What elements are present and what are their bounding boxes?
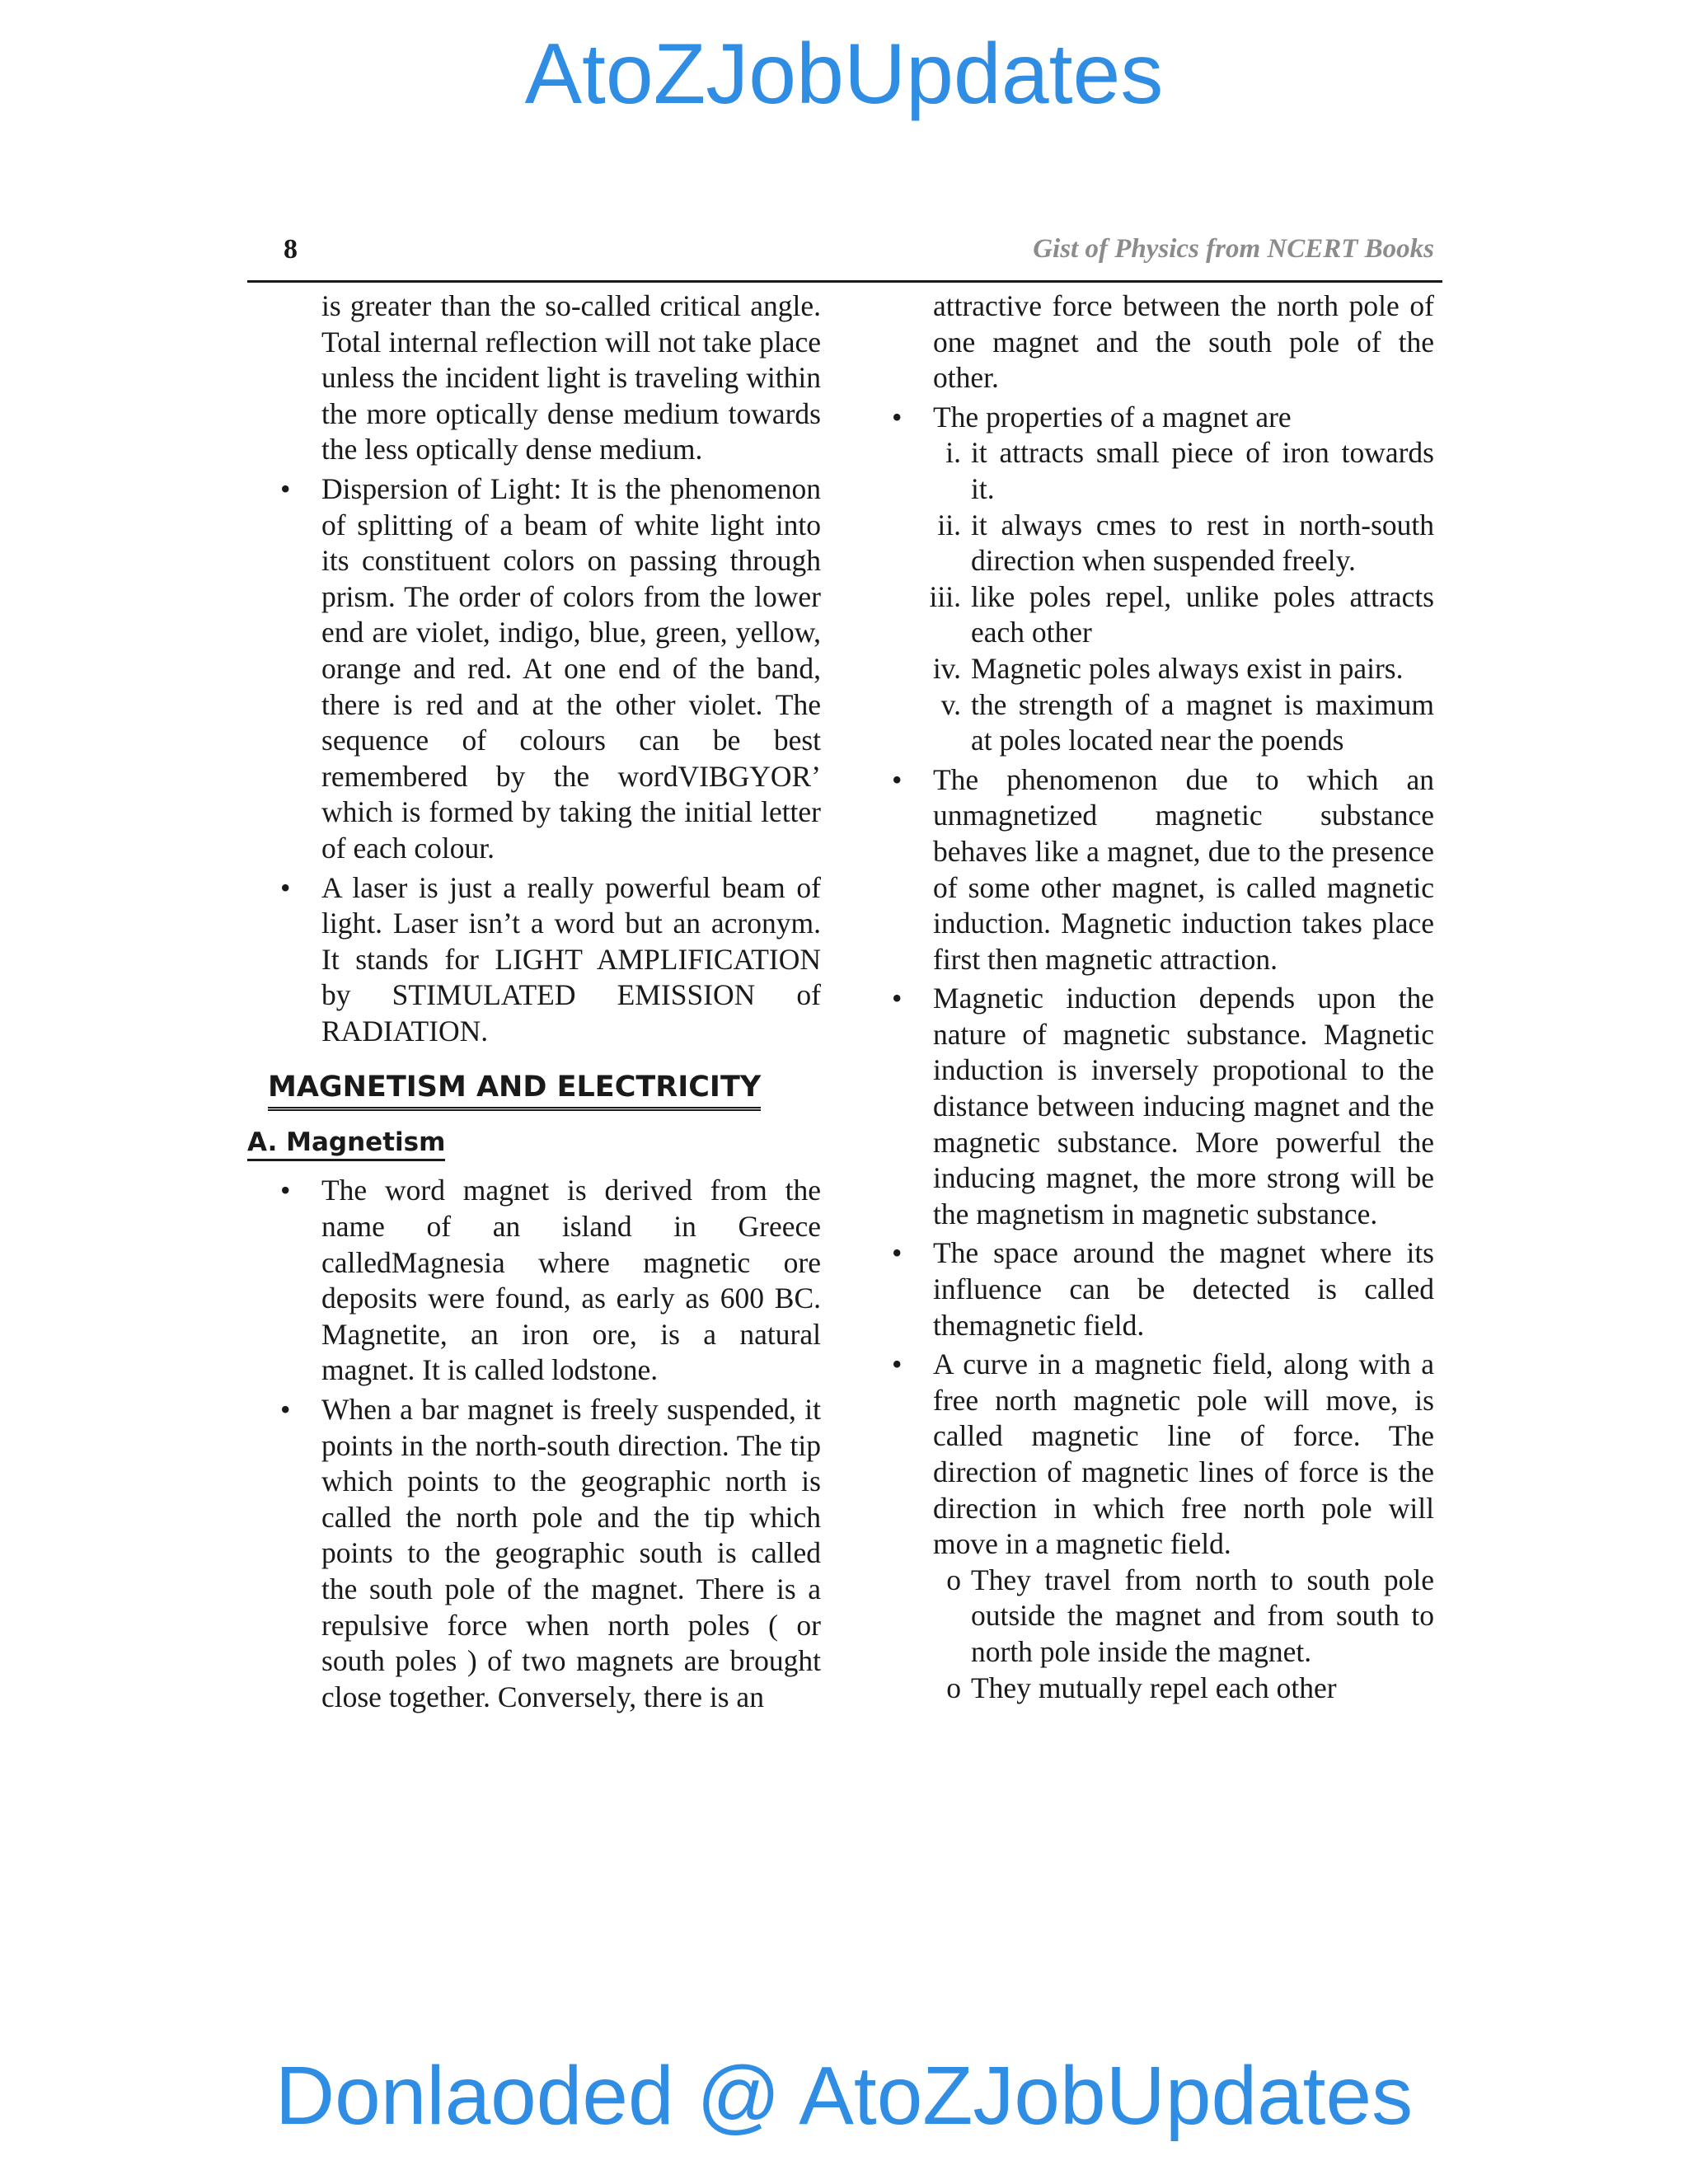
list-item-text: The properties of a magnet are bbox=[933, 400, 1292, 434]
bullet-icon: • bbox=[280, 1393, 291, 1427]
property-text: it attracts small piece of iron towards it. bbox=[971, 436, 1434, 505]
list-item bbox=[247, 1173, 821, 1389]
roman-numeral: ii. bbox=[937, 508, 961, 541]
list-item-text: The word magnet is derived from the name of an island in Greece calledMagnesia where magnetic ore deposits were found, as early as 600 BC. Magnetite, an iron ore, is a natural magnet. It is called lodstone. bbox=[321, 1174, 821, 1387]
field-line-text: They travel from north to south pole outside the magnet and from south to north pole inside the magnet. bbox=[971, 1563, 1434, 1668]
left-column bbox=[247, 288, 821, 1715]
list-item bbox=[882, 1235, 1434, 1343]
bullet-icon: • bbox=[892, 982, 903, 1015]
running-header bbox=[247, 231, 1442, 283]
property-text: it always cmes to rest in north-south direction when suspended freely. bbox=[971, 508, 1434, 578]
list-item-text: The space around the magnet where its influence can be detected is called themagnetic field. bbox=[933, 1236, 1434, 1342]
property-item bbox=[882, 508, 1434, 579]
page-number: 8 bbox=[284, 234, 298, 265]
bullet-icon: • bbox=[280, 1174, 291, 1207]
section-heading: MAGNETISM AND ELECTRICITY bbox=[268, 1069, 761, 1111]
list-item-text: A curve in a magnetic field, along with a free north magnetic pole will move, is called magnetic line of force. The direction of magnetic lines of force is the direction in which free north pole will move in a magnetic field. bbox=[933, 1347, 1434, 1561]
property-text: like poles repel, unlike poles attracts each other bbox=[971, 579, 1434, 649]
roman-numeral: v. bbox=[940, 687, 961, 721]
property-item bbox=[882, 435, 1434, 507]
list-item bbox=[882, 1347, 1434, 1563]
bullet-icon: • bbox=[892, 400, 903, 434]
property-item bbox=[882, 651, 1434, 687]
watermark-bottom: Donlaoded @ AtoZJobUpdates bbox=[274, 2050, 1414, 2142]
field-line-text: They mutually repel each other bbox=[971, 1671, 1337, 1704]
roman-numeral: iv. bbox=[932, 651, 961, 685]
property-item bbox=[882, 579, 1434, 651]
list-item bbox=[882, 400, 1434, 436]
right-column bbox=[882, 288, 1434, 1706]
book-title: Gist of Physics from NCERT Books bbox=[1033, 234, 1434, 264]
continuation-text: is greater than the so-called critical angle. Total internal reflection will not take place unless the incident light is traveling within the more optically dense medium towards the less optically dense medium. bbox=[321, 289, 821, 466]
continuation-text: attractive force between the north pole of one magnet and the south pole of the other. bbox=[933, 289, 1434, 395]
list-item bbox=[882, 981, 1434, 1232]
list-item bbox=[247, 870, 821, 1050]
bullet-icon: • bbox=[892, 1236, 903, 1270]
field-line-item bbox=[882, 1563, 1434, 1671]
property-text: Magnetic poles always exist in pairs. bbox=[971, 651, 1404, 685]
subsection-heading: A. Magnetism bbox=[247, 1126, 445, 1161]
list-item bbox=[247, 1392, 821, 1715]
bullet-icon: • bbox=[280, 471, 291, 505]
watermark-top: AtoZJobUpdates bbox=[524, 26, 1164, 122]
list-item bbox=[882, 762, 1434, 978]
bullet-icon: • bbox=[892, 762, 903, 796]
property-text: the strength of a magnet is maximum at poles located near the poends bbox=[971, 687, 1434, 757]
roman-numeral: i. bbox=[945, 436, 961, 470]
list-item bbox=[247, 471, 821, 867]
property-item bbox=[882, 687, 1434, 759]
sub-bullet-marker: o bbox=[946, 1563, 961, 1596]
list-item-text: A laser is just a really powerful beam of light. Laser isn’t a word but an acronym. It stands for LIGHT AMPLIFICATION by STIMULATED EMISSION of RADIATION. bbox=[321, 870, 821, 1047]
bullet-icon: • bbox=[280, 870, 291, 904]
list-item-text: Dispersion of Light: It is the phenomenon of splitting of a beam of white light into its constituent colors on passing through prism. The order of colors from the lower end are violet, indigo, blue, green, yellow, orange and red. At one end of the band, there is red and at the other violet. The sequence of colours can be best remembered by the wordVIBGYOR’ which is formed by taking the initial letter of each colour. bbox=[321, 471, 821, 865]
field-line-item bbox=[882, 1671, 1434, 1707]
roman-numeral: iii. bbox=[929, 579, 961, 613]
bullet-icon: • bbox=[892, 1347, 903, 1381]
sub-bullet-marker: o bbox=[946, 1671, 961, 1704]
list-item-text: When a bar magnet is freely suspended, it points in the north-south direction. The tip which points to the geographic north is called the north pole and the tip which points to the geographic south is called the south pole of the magnet. There is a repulsive force when north poles ( or south poles ) of two magnets are brought close together. Conversely, there is an bbox=[321, 1393, 821, 1713]
list-item-text: The phenomenon due to which an unmagnetized magnetic substance behaves like a magnet, due to the presence of some other magnet, is called magnetic induction. Magnetic induction takes place first then magnetic attraction. bbox=[933, 762, 1434, 976]
list-item-text: Magnetic induction depends upon the nature of magnetic substance. Magnetic induction is inversely propotional to the distance between inducing magnet and the magnetic substance. More powerful the inducing magnet, the more strong will be the magnetism in magnetic substance. bbox=[933, 982, 1434, 1230]
